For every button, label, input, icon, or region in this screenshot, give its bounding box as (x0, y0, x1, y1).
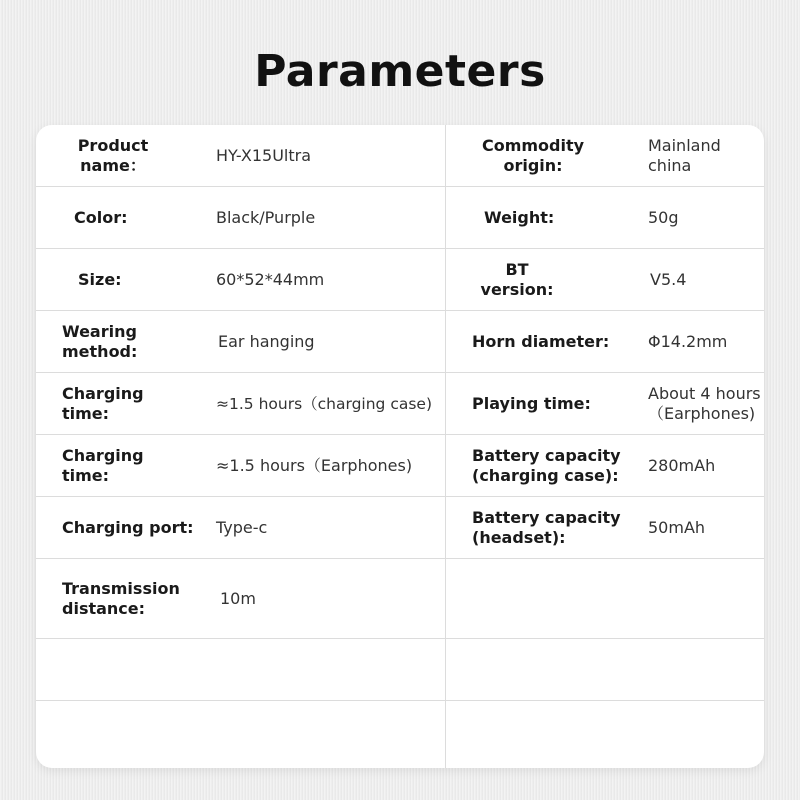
param-value: Black/Purple (216, 207, 316, 227)
param-label: Commodity origin: (481, 135, 585, 175)
param-empty (446, 559, 764, 639)
param-size (36, 249, 446, 311)
param-playing-time (446, 373, 764, 435)
param-value: 50g (648, 207, 679, 227)
param-label: Charging time: (62, 445, 144, 485)
param-value: 10m (220, 588, 256, 608)
param-commodity-origin (446, 125, 764, 187)
param-charging-time-earphones (36, 435, 446, 497)
param-bt-version (446, 249, 764, 311)
param-label: Size: (78, 269, 122, 289)
param-battery-capacity-headset (446, 497, 764, 559)
param-value: Mainland china (648, 135, 721, 175)
param-charging-port (36, 497, 446, 559)
param-value: Type-c (216, 517, 268, 537)
param-label: Charging port: (62, 517, 194, 537)
param-value: ≈1.5 hours（charging case) (216, 394, 433, 413)
param-label: Battery capacity (charging case): (472, 445, 621, 485)
param-value: Φ14.2mm (648, 331, 728, 351)
parameters-grid (36, 125, 764, 768)
param-label: Charging time: (62, 383, 144, 423)
param-wearing-method (36, 311, 446, 373)
param-weight (446, 187, 764, 249)
param-product-name (36, 125, 446, 187)
parameters-table (36, 125, 764, 768)
param-charging-time-case (36, 373, 446, 435)
param-value: ≈1.5 hours（Earphones) (216, 455, 413, 475)
param-horn-diameter (446, 311, 764, 373)
param-battery-capacity-case (446, 435, 764, 497)
param-transmission-distance (36, 559, 446, 639)
param-value: V5.4 (650, 269, 687, 289)
param-value: About 4 hours （Earphones) (648, 383, 761, 423)
param-empty (446, 639, 764, 701)
param-empty (446, 701, 764, 768)
param-value: 280mAh (648, 455, 716, 475)
param-label: Battery capacity (headset): (472, 507, 621, 547)
param-value: 50mAh (648, 517, 706, 537)
param-label: Weight: (484, 207, 555, 227)
param-value: HY-X15Ultra (216, 145, 312, 165)
param-label: Color: (74, 207, 128, 227)
page-title: Parameters (254, 46, 546, 97)
param-empty (36, 701, 446, 768)
param-color (36, 187, 446, 249)
param-label: Horn diameter: (472, 331, 610, 351)
param-label: Playing time: (472, 393, 591, 413)
param-value: 60*52*44mm (216, 269, 325, 289)
param-label: Wearing method: (62, 321, 138, 361)
param-label: BT version: (480, 259, 554, 299)
param-label: Transmission distance: (62, 578, 180, 618)
param-label: Product name： (77, 135, 149, 175)
param-value: Ear hanging (218, 331, 315, 351)
param-empty (36, 639, 446, 701)
